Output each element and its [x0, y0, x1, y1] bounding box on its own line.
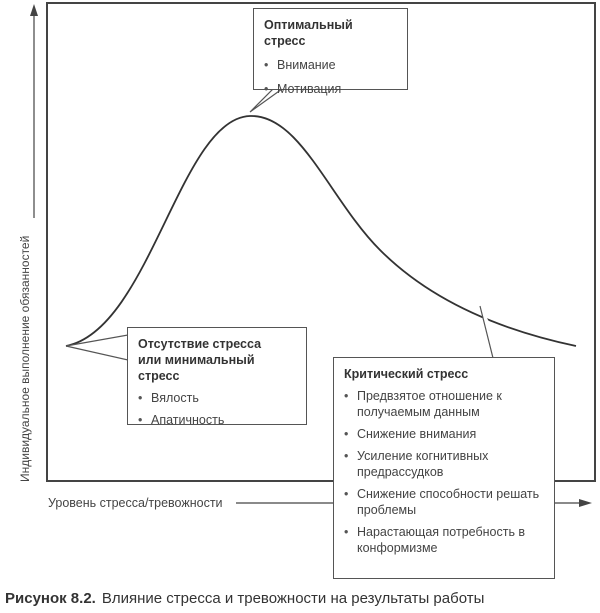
absent-stress-title-line2: или минимальный стресс [138, 353, 255, 383]
list-item: • Вялость [138, 390, 296, 406]
list-item: • Нарастающая потребность в конформизме [344, 524, 544, 556]
list-item: • Снижение способности решать проблемы [344, 486, 544, 518]
y-axis-arrowhead [30, 4, 38, 16]
list-item: • Внимание [264, 57, 397, 73]
list-item: • Усиление когнитивных предрассудков [344, 448, 544, 480]
list-item: • Предвзятое отношение к получаемым данным [344, 388, 544, 420]
critical-pointer [480, 306, 510, 358]
list-item: • Снижение внимания [344, 426, 544, 442]
list-item: • Мотивация [264, 81, 397, 97]
absent-stress-box [127, 327, 307, 425]
caption-text: Влияние стресса и тревожности на результаты работы [101, 590, 485, 607]
absent-stress-title-line1: Отсутствие стресса [138, 337, 262, 351]
performance-curve [66, 116, 576, 346]
absent-pointer [66, 335, 128, 360]
list-item: • Апатичность [138, 412, 296, 428]
critical-stress-title: Критический стресс [344, 367, 469, 381]
optimal-stress-title: Оптимальный стресс [264, 18, 353, 48]
y-axis-label: Индивидуальное выполнение обязанностей [18, 235, 32, 482]
x-axis-label: Уровень стресса/тревожности [48, 496, 223, 510]
critical-stress-box [333, 357, 555, 579]
figure-caption [5, 590, 484, 607]
optimal-stress-box [253, 8, 408, 96]
x-axis-arrowhead [579, 499, 592, 507]
caption-number: Рисунок 8.2. [5, 590, 96, 607]
